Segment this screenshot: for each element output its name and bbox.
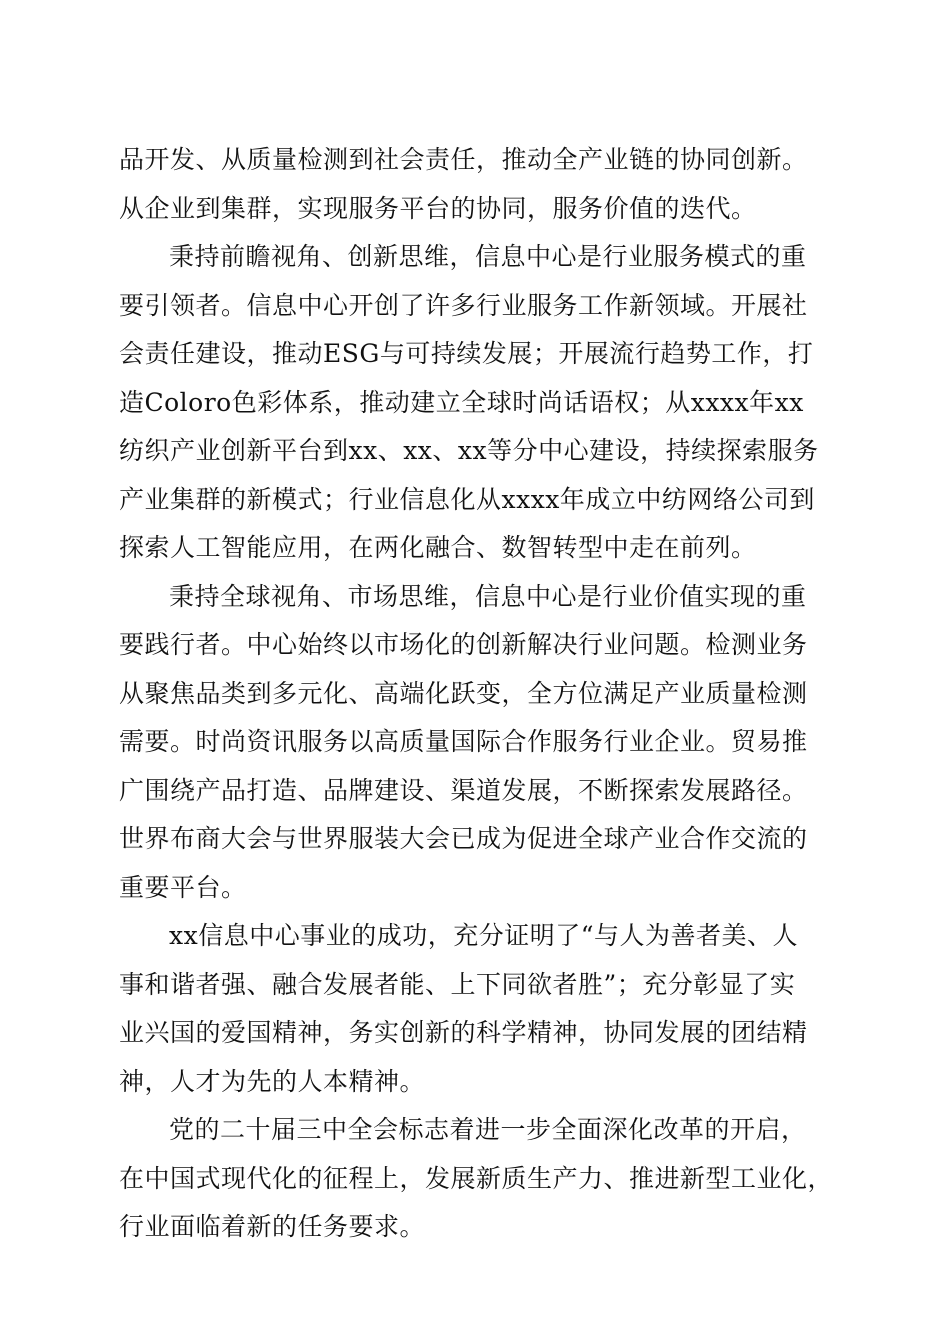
- text-line: 需要。时尚资讯服务以高质量国际合作服务行业企业。贸易推: [119, 727, 808, 756]
- text-line: 世界布商大会与世界服装大会已成为促进全球产业合作交流的: [119, 824, 808, 853]
- text-line: 在中国式现代化的征程上，发展新质生产力、推进新型工业化，: [119, 1163, 834, 1193]
- text-line: 产业集群的新模式；行业信息化从xxxx年成立中纺网络公司到: [119, 484, 815, 514]
- body-text: [119, 136, 834, 1252]
- text-line: 广围绕产品打造、品牌建设、渠道发展，不断探索发展路径。: [119, 775, 808, 805]
- text-line: 神，人才为先的人本精神。: [119, 1066, 426, 1096]
- paragraph-first-line: xx信息中心事业的成功，充分证明了“与人为善者美、人: [169, 921, 798, 950]
- paragraph-first-line: 秉持全球视角、市场思维，信息中心是行业价值实现的重: [169, 581, 807, 611]
- text-line: 从聚焦品类到多元化、高端化跃变，全方位满足产业质量检测: [119, 678, 808, 708]
- text-line: 探索人工智能应用，在两化融合、数智转型中走在前列。: [119, 533, 757, 562]
- text-line: 造Coloro色彩体系，推动建立全球时尚话语权；从xxxx年xx: [119, 387, 804, 417]
- paragraph-first-line: 党的二十届三中全会标志着进一步全面深化改革的开启，: [169, 1115, 807, 1144]
- text-line: 会责任建设，推动ESG与可持续发展；开展流行趋势工作，打: [119, 339, 814, 368]
- text-line: 要践行者。中心始终以市场化的创新解决行业问题。检测业务: [119, 630, 808, 659]
- text-line: 业兴国的爱国精神，务实创新的科学精神，协同发展的团结精: [119, 1018, 808, 1047]
- text-line: 行业面临着新的任务要求。: [119, 1212, 426, 1241]
- text-line: 品开发、从质量检测到社会责任，推动全产业链的协同创新。: [119, 145, 808, 174]
- text-line: 事和谐者强、融合发展者能、上下同欲者胜”；充分彰显了实: [119, 969, 796, 999]
- paragraph-first-line: 秉持前瞻视角、创新思维，信息中心是行业服务模式的重: [169, 242, 807, 271]
- text-line: 从企业到集群，实现服务平台的协同，服务价值的迭代。: [119, 193, 757, 223]
- text-line: 要引领者。信息中心开创了许多行业服务工作新领域。开展社: [119, 290, 808, 320]
- text-line: 纺织产业创新平台到xx、xx、xx等分中心建设，持续探索服务: [119, 436, 819, 465]
- text-line: 重要平台。: [119, 872, 247, 902]
